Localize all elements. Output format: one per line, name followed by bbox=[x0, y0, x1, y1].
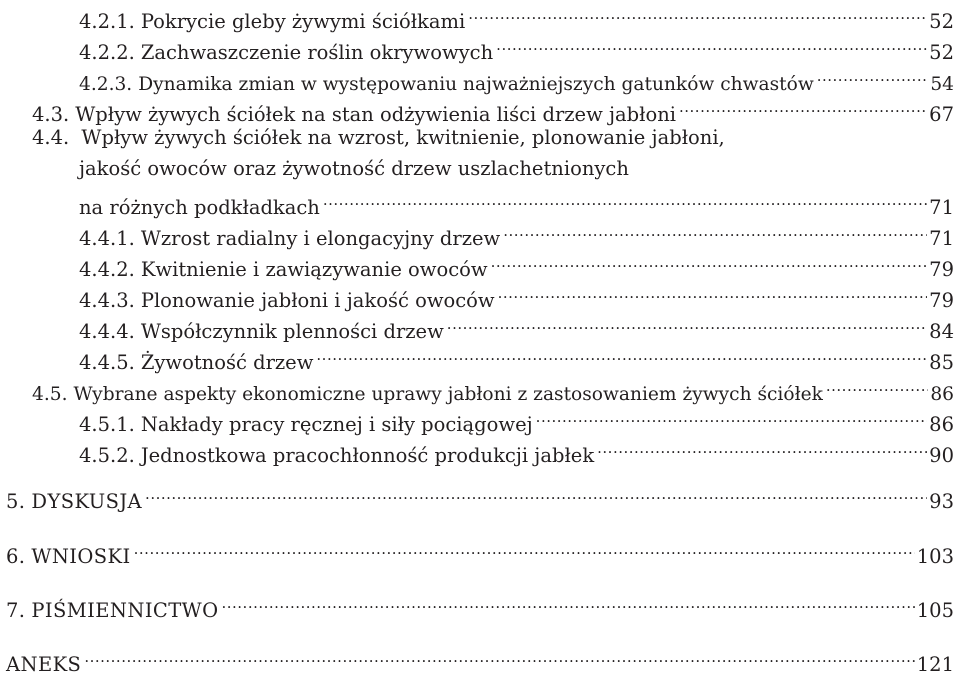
toc-entry[interactable] bbox=[79, 279, 954, 312]
toc-entry-page: 86 bbox=[929, 413, 954, 436]
dot-leader bbox=[323, 186, 927, 214]
toc-entry-page: 105 bbox=[916, 599, 954, 622]
toc-entry-title: Wybrane aspekty ekonomiczne uprawy jabłoni z zastosowaniem żywych ściółek bbox=[73, 384, 823, 405]
toc-entry-number: 4.2.2. bbox=[79, 41, 135, 64]
dot-leader bbox=[496, 31, 927, 59]
toc-entry[interactable] bbox=[79, 0, 954, 33]
toc-entry-page: 71 bbox=[929, 196, 954, 219]
toc-entry-number: 5. bbox=[6, 490, 26, 513]
toc-entry-title-line2: jakość owoców oraz żywotność drzew uszlachetnionych bbox=[79, 157, 629, 180]
dot-leader bbox=[491, 248, 928, 276]
toc-entry-number: 7. bbox=[6, 599, 26, 622]
toc-entry-title: Żywotność drzew bbox=[140, 351, 314, 374]
toc-entry-title: Plonowanie jabłoni i jakość owoców bbox=[140, 289, 495, 312]
toc-entry-title-continuation bbox=[79, 155, 629, 183]
dot-leader bbox=[498, 279, 928, 307]
toc-entry-title: Wzrost radialny i elongacyjny drzew bbox=[140, 227, 501, 250]
dot-leader bbox=[447, 310, 927, 338]
dot-leader bbox=[316, 341, 927, 369]
toc-entry[interactable] bbox=[79, 62, 954, 95]
toc-entry-page: 90 bbox=[929, 444, 954, 467]
toc-entry-number: 6. bbox=[6, 545, 26, 568]
toc-entry[interactable] bbox=[79, 434, 954, 467]
toc-entry-number: 4.5.2. bbox=[79, 444, 135, 467]
dot-leader bbox=[468, 0, 927, 28]
toc-entry[interactable] bbox=[79, 341, 954, 374]
toc-entry-title: Zachwaszczenie roślin okrywowych bbox=[140, 41, 494, 64]
toc-entry-number: 4.5.1. bbox=[79, 413, 135, 436]
toc-entry-page: 52 bbox=[929, 41, 954, 64]
toc-entry-title: WNIOSKI bbox=[31, 545, 131, 568]
toc-entry-number: 4.3. bbox=[32, 103, 70, 126]
toc-entry-title-line3: na różnych podkładkach bbox=[79, 196, 320, 219]
toc-entry[interactable] bbox=[79, 217, 954, 250]
toc-entry[interactable] bbox=[79, 248, 954, 281]
toc-entry-title: Jednostkowa pracochłonność produkcji jabłek bbox=[140, 444, 595, 467]
dot-leader bbox=[679, 93, 927, 121]
toc-entry-title: PIŚMIENNICTWO bbox=[31, 599, 219, 622]
toc-entry[interactable] bbox=[32, 93, 954, 126]
dot-leader bbox=[503, 217, 927, 245]
toc-entry-page: 52 bbox=[929, 10, 954, 33]
toc-entry-title: Nakłady pracy ręcznej i siły pociągowej bbox=[140, 413, 533, 436]
toc-entry-page: 54 bbox=[930, 74, 954, 95]
toc-entry-title: ANEKS bbox=[6, 653, 82, 676]
toc-entry-title: DYSKUSJA bbox=[31, 490, 143, 513]
dot-leader bbox=[817, 62, 929, 90]
toc-entry-title: Dynamika zmian w występowaniu najważniejszych gatunków chwastów bbox=[138, 74, 814, 95]
toc-chapter[interactable] bbox=[6, 589, 954, 622]
toc-entry-number: 4.4.1. bbox=[79, 227, 135, 250]
toc-entry-number: 4.4.4. bbox=[79, 320, 135, 343]
dot-leader bbox=[826, 372, 928, 400]
toc-entry-page: 93 bbox=[929, 490, 954, 513]
toc-entry-title: Pokrycie gleby żywymi ściółkami bbox=[140, 10, 466, 33]
toc-entry[interactable] bbox=[32, 372, 954, 405]
toc-entry-number: 4.4. bbox=[32, 126, 70, 149]
toc-chapter[interactable] bbox=[6, 480, 954, 513]
toc-entry-multiline[interactable] bbox=[32, 124, 725, 152]
toc-entry-number: 4.4.5. bbox=[79, 351, 135, 374]
toc-entry[interactable] bbox=[79, 403, 954, 436]
dot-leader bbox=[134, 535, 915, 563]
toc-entry-number: 4.4.2. bbox=[79, 258, 135, 281]
toc-entry-last-line[interactable] bbox=[79, 186, 954, 219]
toc-entry-title-line1: Wpływ żywych ściółek na wzrost, kwitnienie, plonowanie jabłoni, bbox=[81, 126, 725, 149]
dot-leader bbox=[597, 434, 927, 462]
toc-entry[interactable] bbox=[79, 310, 954, 343]
toc-entry-page: 67 bbox=[929, 103, 954, 126]
toc-entry-page: 84 bbox=[929, 320, 954, 343]
toc-entry-number: 4.5. bbox=[32, 384, 68, 405]
toc-entry-page: 79 bbox=[929, 258, 954, 281]
toc-entry-page: 103 bbox=[916, 545, 954, 568]
toc-entry-page: 79 bbox=[929, 289, 954, 312]
toc-chapter[interactable] bbox=[6, 535, 954, 568]
toc-entry-title: Współczynnik plenności drzew bbox=[140, 320, 444, 343]
toc-entry-number: 4.4.3. bbox=[79, 289, 135, 312]
toc-entry-page: 121 bbox=[916, 653, 954, 676]
toc-entry-title: Kwitnienie i zawiązywanie owoców bbox=[140, 258, 488, 281]
toc-entry-page: 85 bbox=[929, 351, 954, 374]
dot-leader bbox=[536, 403, 928, 431]
dot-leader bbox=[221, 589, 914, 617]
dot-leader bbox=[145, 480, 927, 508]
toc-entry-title: Wpływ żywych ściółek na stan odżywienia liści drzew jabłoni bbox=[75, 103, 676, 126]
toc-entry[interactable] bbox=[79, 31, 954, 64]
toc-entry-number: 4.2.3. bbox=[79, 74, 133, 95]
toc-entry-page: 86 bbox=[930, 384, 954, 405]
toc-entry-page: 71 bbox=[929, 227, 954, 250]
toc-entry-number: 4.2.1. bbox=[79, 10, 135, 33]
